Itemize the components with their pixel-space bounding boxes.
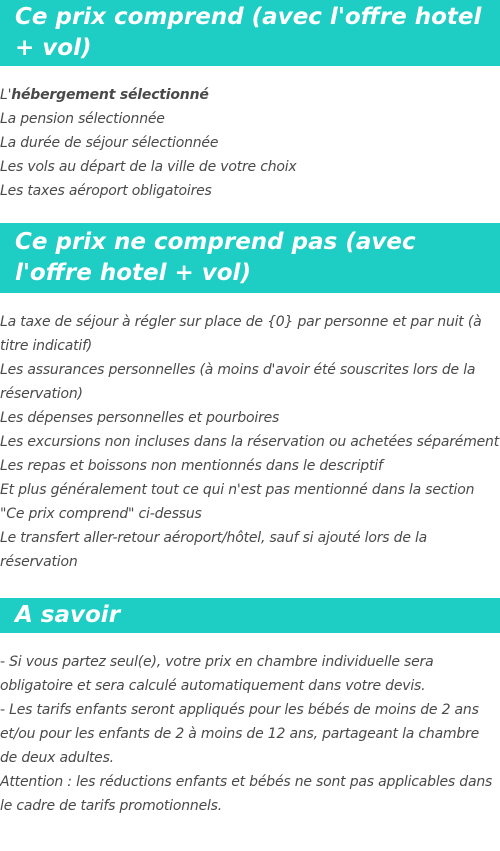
excluded-section [0, 223, 500, 574]
excluded-list [0, 310, 500, 574]
list-item: Les assurances personnelles (à moins d'avoir été souscrites lors de la réservation) [0, 362, 476, 402]
list-item: Le transfert aller-retour aéroport/hôtel, sauf si ajouté lors de la réservation [0, 530, 428, 570]
included-first-prefix: L' [0, 87, 12, 103]
list-item: La durée de séjour sélectionnée [0, 135, 219, 151]
list-item: Les dépenses personnelles et pourboires [0, 410, 280, 426]
list-item [0, 83, 500, 107]
info-title: A savoir [0, 598, 500, 633]
list-item: La taxe de séjour à régler sur place de {0} par personne et par nuit (à titre indicatif) [0, 314, 482, 354]
info-list [0, 650, 500, 818]
list-item: Les taxes aéroport obligatoires [0, 183, 212, 199]
list-item: - Si vous partez seul(e), votre prix en chambre individuelle sera obligatoire et sera calculé automatiquement dans votre devis. [0, 654, 434, 694]
info-section [0, 598, 500, 818]
list-item: La pension sélectionnée [0, 111, 165, 127]
included-first-bold: hébergement sélectionné [11, 87, 209, 103]
included-title: Ce prix comprend (avec l'offre hotel + vol) [0, 0, 500, 66]
included-section [0, 0, 500, 203]
list-item: Les excursions non incluses dans la réservation ou achetées séparément [0, 434, 500, 450]
included-list [0, 83, 500, 203]
list-item: Les vols au départ de la ville de votre choix [0, 159, 297, 175]
excluded-title: Ce prix ne comprend pas (avec l'offre hotel + vol) [0, 223, 500, 293]
list-item: Attention : les réductions enfants et bébés ne sont pas applicables dans le cadre de tarifs promotionnels. [0, 774, 493, 814]
list-item: Les repas et boissons non mentionnés dans le descriptif [0, 458, 383, 474]
list-item: - Les tarifs enfants seront appliqués pour les bébés de moins de 2 ans et/ou pour les enfants de 2 à moins de 12 ans, partageant la chambre de deux adultes. [0, 702, 480, 766]
list-item: Et plus généralement tout ce qui n'est pas mentionné dans la section "Ce prix comprend" ci-dessus [0, 482, 475, 522]
